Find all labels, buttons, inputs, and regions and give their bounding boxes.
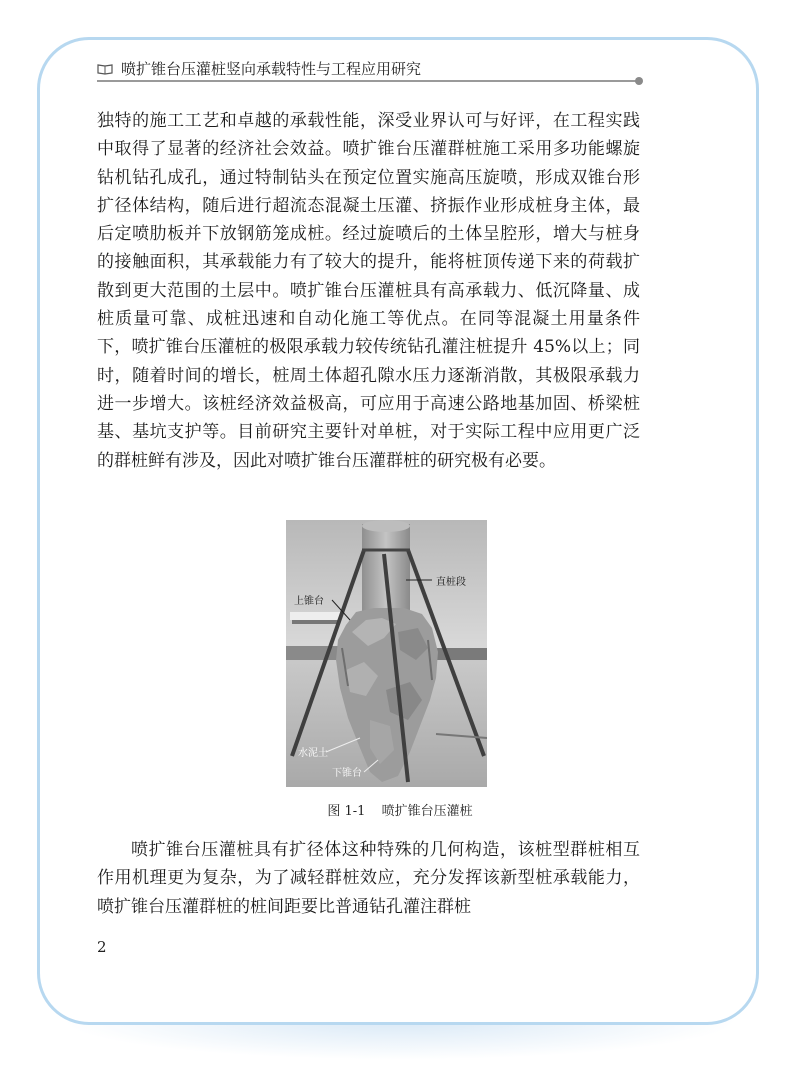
pile-photo xyxy=(286,520,487,787)
header-rule-dot xyxy=(635,77,643,85)
label-lower-frustum: 下锥台 xyxy=(332,768,362,779)
figure-caption-text: 喷扩锥台压灌桩 xyxy=(381,804,473,819)
running-header xyxy=(97,58,637,84)
label-upper-frustum: 上锥台 xyxy=(294,596,324,607)
book-icon xyxy=(97,63,113,75)
figure-number: 图 1-1 xyxy=(327,804,366,819)
label-cement-soil: 水泥土 xyxy=(298,748,328,759)
label-straight-section: 直桩段 xyxy=(436,577,466,588)
header-title: 喷扩锥台压灌桩竖向承载特性与工程应用研究 xyxy=(121,60,422,78)
body-paragraph-1: 独特的施工工艺和卓越的承载性能，深受业界认可与好评，在工程实践中取得了显著的经济社会效益。喷扩锥台压灌群桩施工采用多功能螺旋钻机钻孔成孔，通过特制钻头在预定位置实施高压旋喷，形成双锥台形扩径体结构，随后进行超流态混凝土压灌、挤振作业形成桩身主体，最后定喷肋板并下放钢筋笼成桩。经过旋喷后的土体呈腔形，增大与桩身的接触面积，其承载能力有了较大的提升，能将桩顶传递下来的荷载扩散到更大范围的土层中。喷扩锥台压灌桩具有高承载力、低沉降量、成桩质量可靠、成桩迅速和自动化施工等优点。在同等混凝土用量条件下，喷扩锥台压灌桩的极限承载力较传统钻孔灌注桩提升 45%以上；同时，随着时间的增长，桩周土体超孔隙水压力逐渐消散，其极限承载力进一步增大。该桩经济效益极高，可应用于高速公路地基加固、桥梁桩基、基坑支护等。目前研究主要针对单桩，对于实际工程中应用更广泛的群桩鲜有涉及，因此对喷扩锥台压灌群桩的研究极有必要。 xyxy=(97,111,640,471)
body-paragraph-2: 喷扩锥台压灌桩具有扩径体这种特殊的几何构造，该桩型群桩相互作用机理更为复杂，为了减轻群桩效应，充分发挥该新型桩承载能力，喷扩锥台压灌群桩的桩间距要比普通钻孔灌注群桩 xyxy=(97,840,640,917)
figure-caption xyxy=(0,800,800,819)
header-rule xyxy=(97,80,637,82)
page-number: 2 xyxy=(97,938,107,956)
